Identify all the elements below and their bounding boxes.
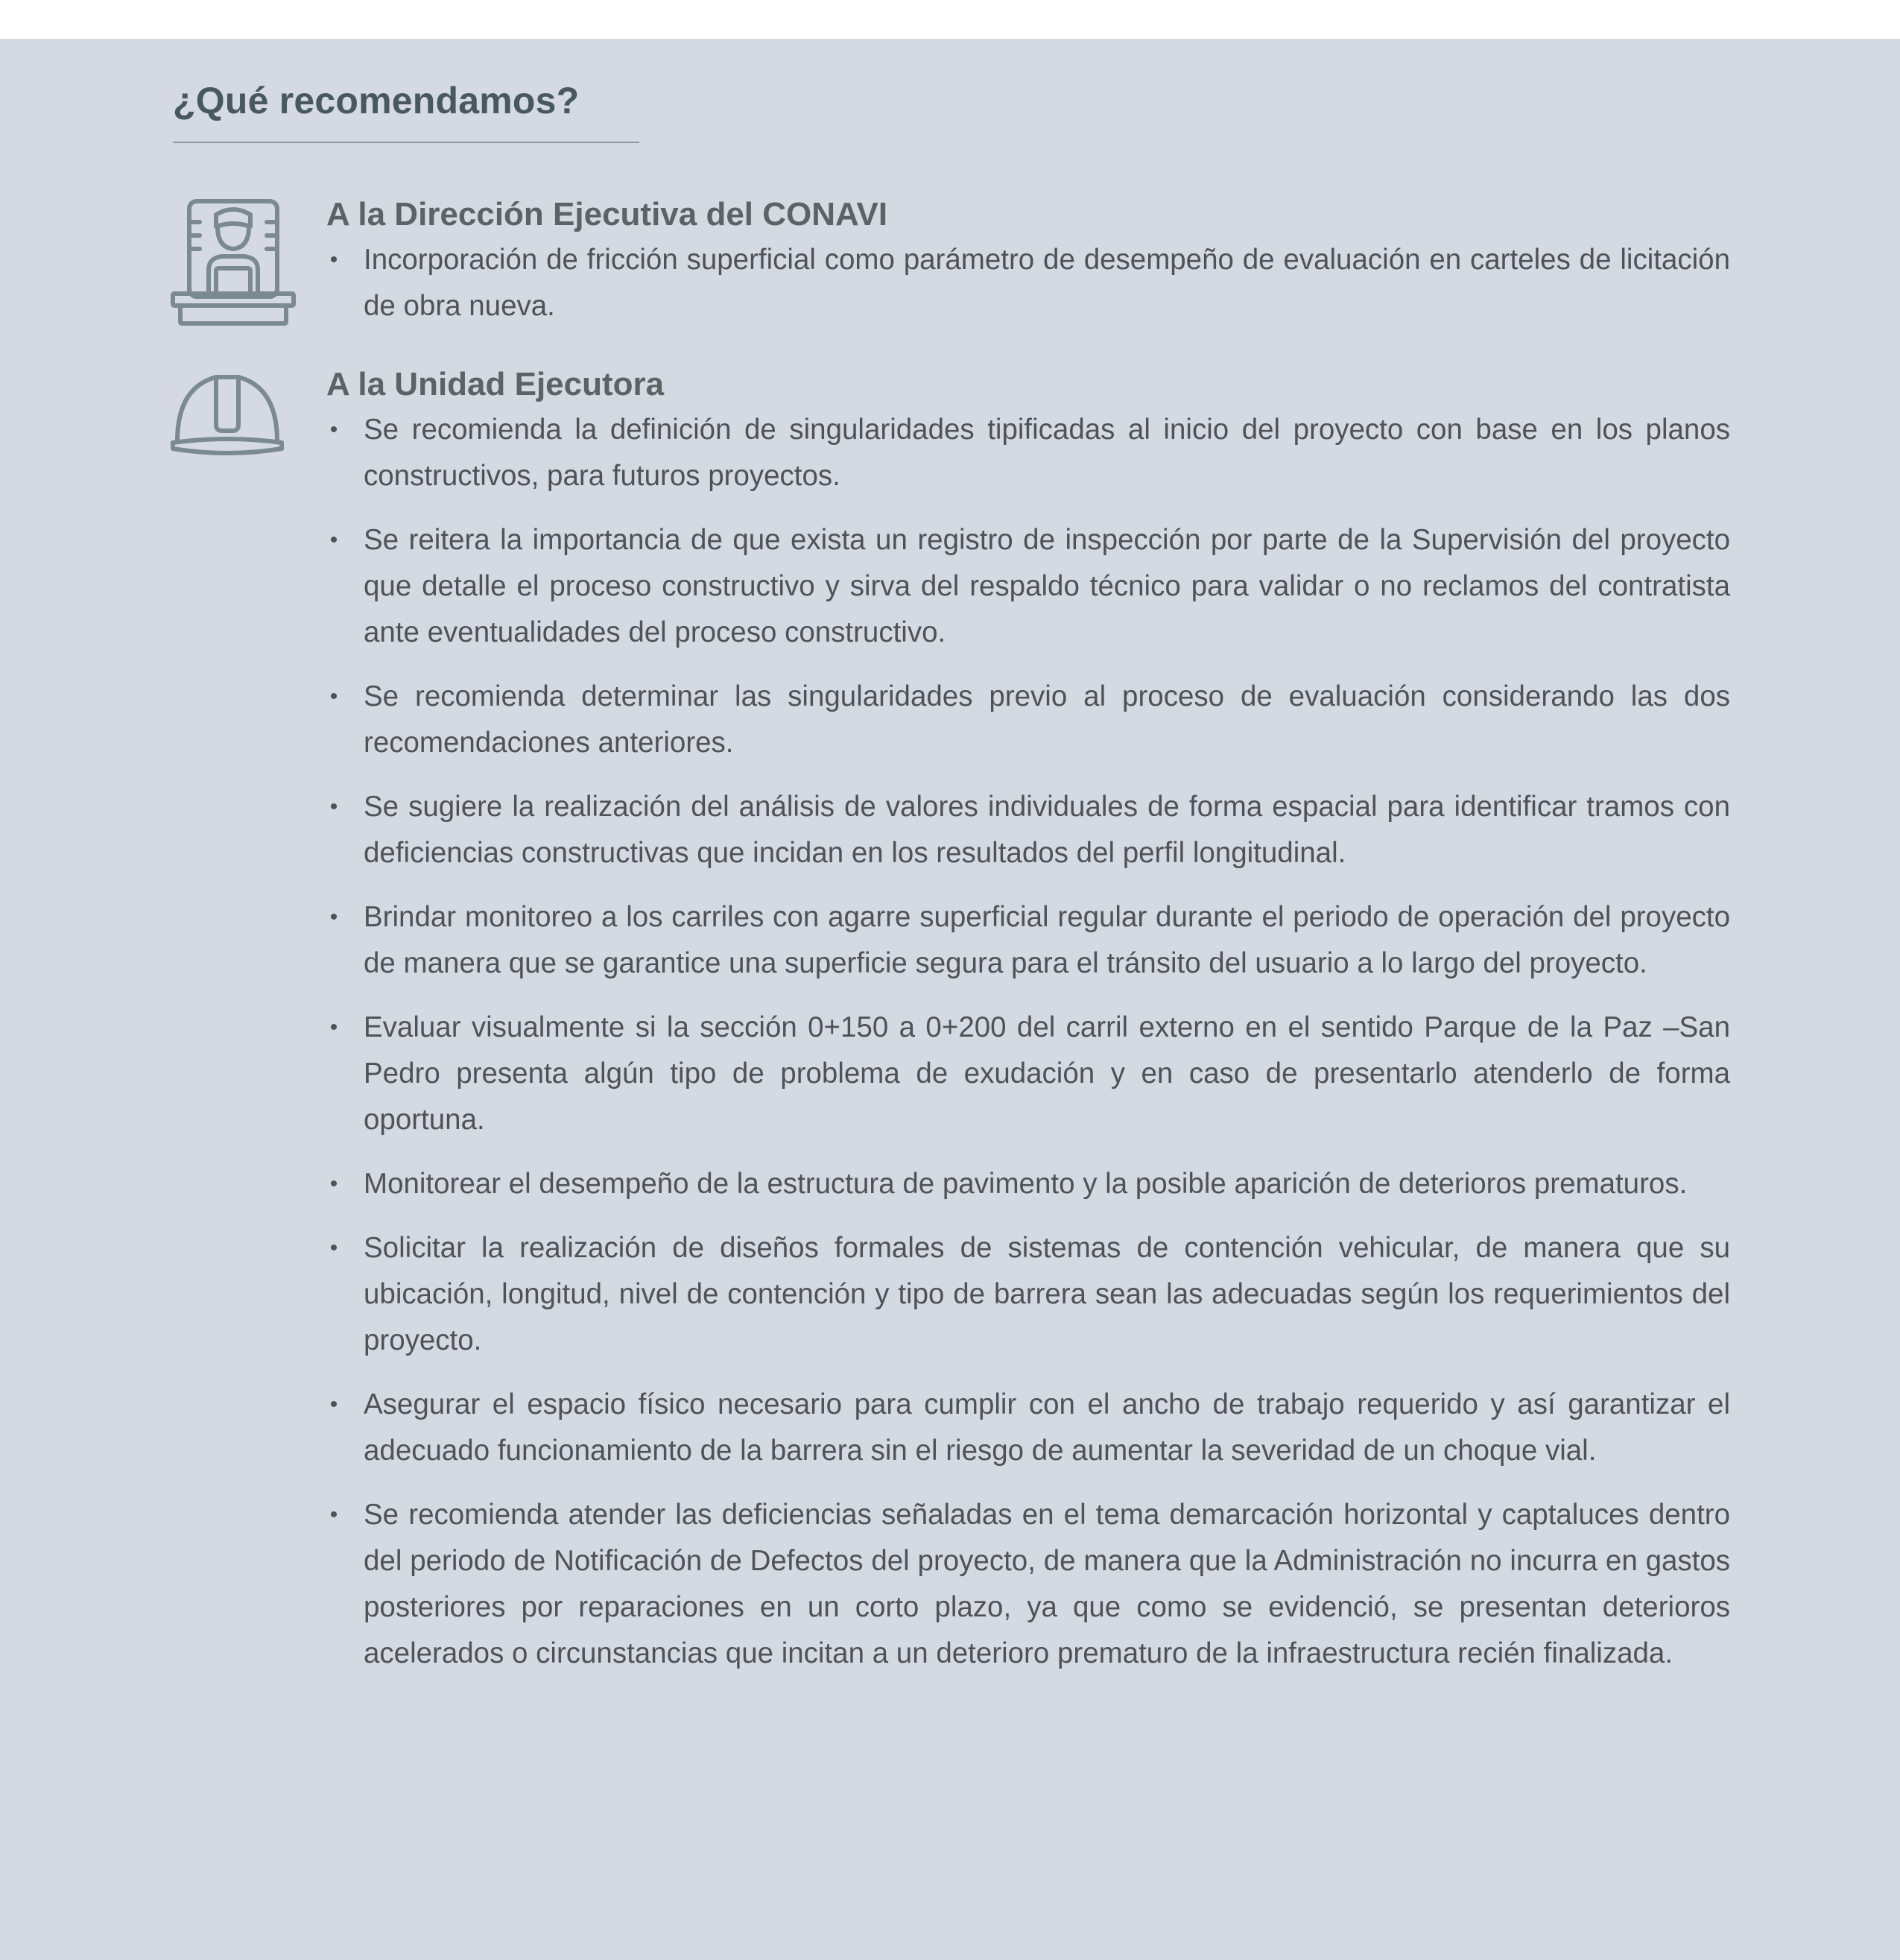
list-item <box>326 674 1730 766</box>
bullet-icon: • <box>329 794 338 819</box>
bullet-icon: • <box>329 1015 338 1040</box>
recommendation-text: Solicitar la realización de diseños formales de sistemas de contención vehicular, de manera que su ubicación, longitud, nivel de contención y tipo de barrera sean las adecuadas según los requerimientos del proyecto. <box>364 1232 1730 1356</box>
section-unidad-ejecutora <box>326 362 1730 1695</box>
recommendation-text: Brindar monitoreo a los carriles con agarre superficial regular durante el periodo de operación del proyecto de manera que se garantice una superficie segura para el tránsito del usuario a lo largo del proyecto. <box>364 901 1730 979</box>
recommendation-text: Monitorear el desempeño de la estructura de pavimento y la posible aparición de deterioros prematuros. <box>364 1168 1688 1200</box>
section-title: A la Dirección Ejecutiva del CONAVI <box>326 196 888 233</box>
list-item <box>326 894 1730 987</box>
desk-worker-icon <box>170 198 297 326</box>
bullet-icon: • <box>329 905 338 929</box>
list-item <box>326 1225 1730 1364</box>
bullet-icon: • <box>329 528 338 552</box>
list-item <box>326 1161 1730 1207</box>
recommendation-text: Asegurar el espacio físico necesario para cumplir con el ancho de trabajo requerido y así garantizar el adecuado funcionamiento de la barrera sin el riesgo de aumentar la severidad de un choque vial. <box>364 1388 1730 1467</box>
list-item <box>326 237 1730 329</box>
bullet-icon: • <box>329 1502 338 1527</box>
hard-hat-icon <box>170 371 285 456</box>
bullet-icon: • <box>329 1172 338 1196</box>
section-title: A la Unidad Ejecutora <box>326 366 665 402</box>
title-underline <box>173 142 639 143</box>
recommendation-text: Se recomienda determinar las singularidades previo al proceso de evaluación considerando las dos recomendaciones anteriores. <box>364 680 1730 759</box>
bullet-icon: • <box>329 684 338 709</box>
bullet-icon: • <box>329 1236 338 1260</box>
recommendation-list <box>326 237 1730 329</box>
page-title: ¿Qué recomendamos? <box>173 80 580 121</box>
bullet-icon: • <box>329 417 338 442</box>
list-item <box>326 407 1730 499</box>
list-item <box>326 1492 1730 1677</box>
bullet-icon: • <box>329 1392 338 1417</box>
recommendation-text: Evaluar visualmente si la sección 0+150 a 0+200 del carril externo en el sentido Parque de la Paz –San Pedro presenta algún tipo de problema de exudación y en caso de presentarlo atenderlo de forma oportuna. <box>364 1011 1730 1136</box>
list-item <box>326 1382 1730 1474</box>
recommendation-text: Se sugiere la realización del análisis de valores individuales de forma espacial para identificar tramos con deficiencias constructivas que incidan en los resultados del perfil longitudinal. <box>364 791 1730 869</box>
list-item <box>326 1005 1730 1143</box>
top-margin <box>0 0 1900 39</box>
list-item <box>326 784 1730 876</box>
recommendation-text: Incorporación de fricción superficial como parámetro de desempeño de evaluación en carteles de licitación de obra nueva. <box>364 244 1730 322</box>
section-direccion-ejecutiva <box>326 192 1730 347</box>
recommendation-text: Se recomienda la definición de singularidades tipificadas al inicio del proyecto con base en los planos constructivos, para futuros proyectos. <box>364 414 1730 492</box>
list-item <box>326 517 1730 656</box>
recommendation-text: Se reitera la importancia de que exista un registro de inspección por parte de la Supervisión del proyecto que detalle el proceso constructivo y sirva del respaldo técnico para validar o no reclamos del contratista ante eventualidades del proceso constructivo. <box>364 524 1730 648</box>
recommendation-list <box>326 407 1730 1677</box>
recommendation-text: Se recomienda atender las deficiencias señaladas en el tema demarcación horizontal y captaluces dentro del periodo de Notificación de Defectos del proyecto, de manera que la Administración no incurra en gastos posteriores por reparaciones en un corto plazo, ya que como se evidenció, se presentan deterioros acelerados o circunstancias que incitan a un deterioro prematuro de la infraestructura recién finalizada. <box>364 1499 1730 1669</box>
bullet-icon: • <box>329 247 338 272</box>
